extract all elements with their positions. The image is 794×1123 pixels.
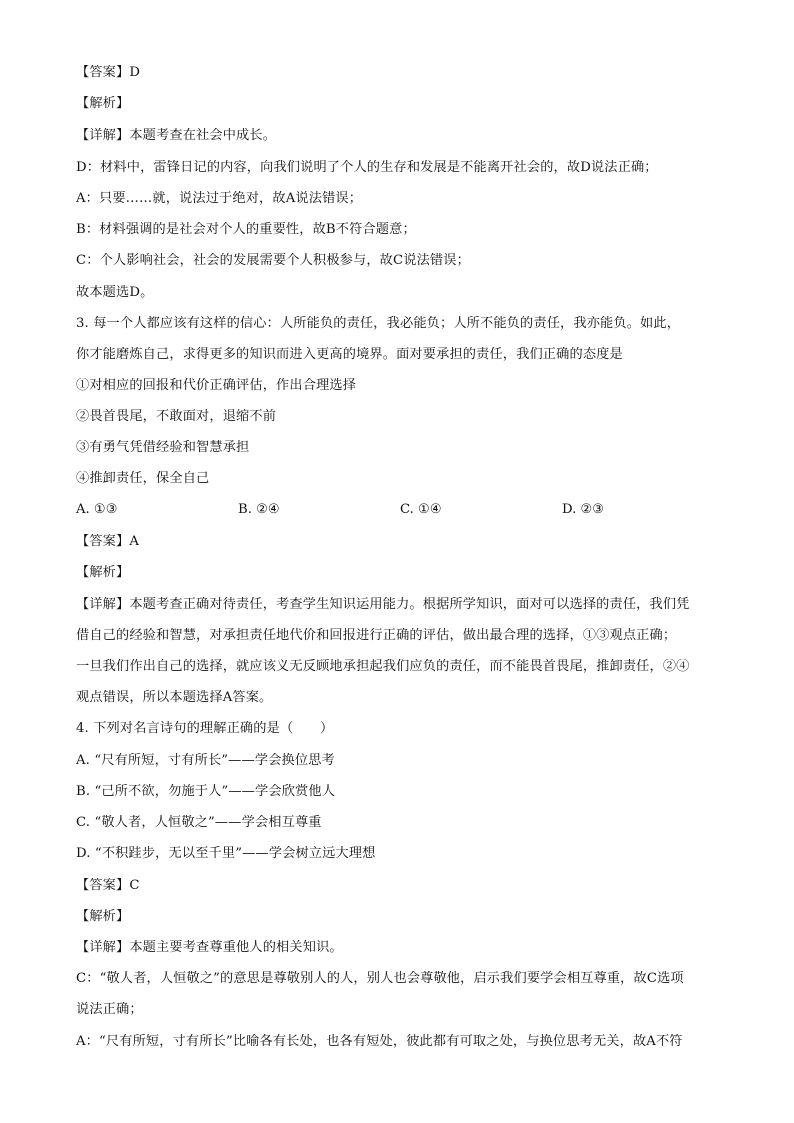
question-3-statement-1: ①对相应的回报和代价正确评估，作出合理选择 [76, 378, 357, 393]
option-b: B. ②④ [238, 502, 280, 517]
detail-line: C：“敬人者，人恒敬之”的意思是尊敬别人的人，别人也会尊敬他，启示我们要学会相互尊重，故C选项 [76, 971, 684, 986]
question-4-option-b: B. “己所不欲，勿施于人”——学会欣赏他人 [76, 784, 336, 799]
answer-label: 【答案】D [76, 65, 141, 80]
analysis-label: 【解析】 [76, 565, 130, 580]
option-a: A. ①③ [76, 502, 118, 517]
question-3-stem: 3. 每一个人都应该有这样的信心：人所能负的责任，我必能负；人所不能负的责任，我亦能负。如此， [76, 316, 681, 331]
question-3-statement-3: ③有勇气凭借经验和智慧承担 [76, 440, 250, 455]
detail-line: A：只要……就，说法过于绝对，故A说法错误； [76, 191, 363, 206]
question-3-options [76, 502, 726, 518]
question-4-option-a: A. “尺有所短，寸有所长”——学会换位思考 [76, 753, 335, 768]
detail-line: 一旦我们作出自己的选择，就应该义无反顾地承担起我们应负的责任，而不能畏首畏尾，推卸责任，②④ [76, 659, 690, 674]
question-3-statement-2: ②畏首畏尾，不敢面对，退缩不前 [76, 409, 277, 424]
detail-line: A：“尺有所短，寸有所长”比喻各有长处，也各有短处，彼此都有可取之处，与换位思考无关，故A不符 [76, 1034, 683, 1049]
detail-line: 说法正确； [76, 1002, 143, 1017]
question-3-statement-4: ④推卸责任，保全自己 [76, 471, 210, 486]
question-3-stem: 你才能磨炼自己，求得更多的知识而进入更高的境界。面对要承担的责任，我们正确的态度是 [76, 347, 623, 362]
detail-line: 借自己的经验和智慧，对承担责任地代价和回报进行正确的评估，做出最合理的选择，①③观点正确； [76, 628, 677, 643]
question-4-option-c: C. “敬人者，人恒敬之”——学会相互尊重 [76, 815, 322, 830]
conclusion-line: 故本题选D。 [76, 285, 154, 300]
question-4-stem: 4. 下列对名言诗句的理解正确的是（ ） [76, 721, 334, 736]
analysis-label: 【解析】 [76, 909, 130, 924]
detail-line: B：材料强调的是社会对个人的重要性，故B不符合题意； [76, 222, 416, 237]
option-c: C. ①④ [400, 502, 442, 517]
question-4-option-d: D. “不积跬步，无以至千里”——学会树立远大理想 [76, 846, 376, 861]
detail-line: 【详解】本题主要考查尊重他人的相关知识。 [76, 940, 343, 955]
option-d: D. ②③ [562, 502, 605, 517]
detail-line: 观点错误，所以本题选择A答案。 [76, 690, 273, 705]
detail-line: C：个人影响社会，社会的发展需要个人积极参与，故C说法错误； [76, 253, 470, 268]
answer-label: 【答案】A [76, 534, 140, 549]
answer-label: 【答案】C [76, 878, 140, 893]
detail-line: 【详解】本题考查在社会中成长。 [76, 128, 277, 143]
analysis-label: 【解析】 [76, 96, 130, 111]
detail-line: 【详解】本题考查正确对待责任，考查学生知识运用能力。根据所学知识，面对可以选择的责任，我们凭 [76, 597, 690, 612]
detail-line: D：材料中，雷锋日记的内容，向我们说明了个人的生存和发展是不能离开社会的，故D说法正确； [76, 160, 658, 175]
